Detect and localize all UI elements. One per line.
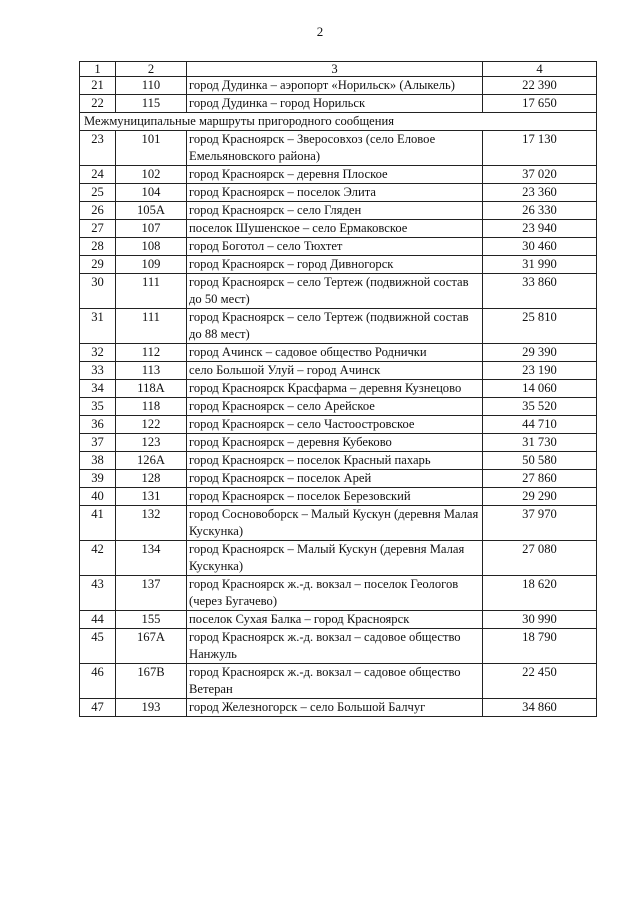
table-row	[80, 611, 597, 629]
route-name: город Красноярск – деревня Плоское	[187, 166, 483, 184]
route-name: поселок Сухая Балка – город Красноярск	[187, 611, 483, 629]
section-title: Межмуниципальные маршруты пригородного сообщения	[80, 113, 597, 131]
route-amount: 31 990	[483, 256, 597, 274]
route-name: город Красноярск – Зверосовхоз (село Еловое Емельяновского района)	[187, 131, 483, 166]
row-number: 38	[80, 452, 116, 470]
route-amount: 29 390	[483, 344, 597, 362]
route-amount: 14 060	[483, 380, 597, 398]
route-amount: 29 290	[483, 488, 597, 506]
route-amount: 23 940	[483, 220, 597, 238]
route-code: 111	[116, 274, 187, 309]
table-row	[80, 629, 597, 664]
route-amount: 25 810	[483, 309, 597, 344]
route-name: город Железногорск – село Большой Балчуг	[187, 699, 483, 717]
route-amount: 50 580	[483, 452, 597, 470]
row-number: 22	[80, 95, 116, 113]
route-code: 108	[116, 238, 187, 256]
row-number: 26	[80, 202, 116, 220]
row-number: 44	[80, 611, 116, 629]
route-amount: 18 790	[483, 629, 597, 664]
table-row	[80, 256, 597, 274]
route-code: 112	[116, 344, 187, 362]
route-code: 123	[116, 434, 187, 452]
route-code: 109	[116, 256, 187, 274]
header-col-3: 3	[187, 62, 483, 77]
route-code: 193	[116, 699, 187, 717]
table-row	[80, 184, 597, 202]
row-number: 33	[80, 362, 116, 380]
table-row	[80, 699, 597, 717]
route-amount: 26 330	[483, 202, 597, 220]
route-name: село Большой Улуй – город Ачинск	[187, 362, 483, 380]
route-name: город Красноярск – село Частоостровское	[187, 416, 483, 434]
table-row	[80, 416, 597, 434]
table-row	[80, 166, 597, 184]
route-code: 118	[116, 398, 187, 416]
route-amount: 34 860	[483, 699, 597, 717]
table-body-intra	[80, 77, 597, 113]
table-row	[80, 131, 597, 166]
route-code: 122	[116, 416, 187, 434]
routes-table	[79, 61, 597, 717]
row-number: 46	[80, 664, 116, 699]
route-amount: 22 390	[483, 77, 597, 95]
table-row	[80, 398, 597, 416]
route-name: город Сосновоборск – Малый Кускун (деревня Малая Кускунка)	[187, 506, 483, 541]
table-row	[80, 309, 597, 344]
route-code: 167В	[116, 664, 187, 699]
route-name: город Красноярск ж.-д. вокзал – садовое общество Нанжуль	[187, 629, 483, 664]
table-header-row	[80, 62, 597, 77]
route-amount: 17 130	[483, 131, 597, 166]
row-number: 23	[80, 131, 116, 166]
route-code: 126А	[116, 452, 187, 470]
route-code: 113	[116, 362, 187, 380]
table-body-suburban	[80, 131, 597, 717]
row-number: 25	[80, 184, 116, 202]
route-name: город Боготол – село Тюхтет	[187, 238, 483, 256]
table-row	[80, 488, 597, 506]
row-number: 21	[80, 77, 116, 95]
page-number: 2	[316, 24, 324, 39]
route-name: город Красноярск Красфарма – деревня Кузнецово	[187, 380, 483, 398]
route-amount: 27 080	[483, 541, 597, 576]
route-code: 115	[116, 95, 187, 113]
table-row	[80, 220, 597, 238]
row-number: 42	[80, 541, 116, 576]
route-amount: 17 650	[483, 95, 597, 113]
row-number: 32	[80, 344, 116, 362]
route-code: 155	[116, 611, 187, 629]
table-row	[80, 202, 597, 220]
row-number: 30	[80, 274, 116, 309]
route-code: 107	[116, 220, 187, 238]
route-name: поселок Шушенское – село Ермаковское	[187, 220, 483, 238]
header-col-1: 1	[80, 62, 116, 77]
row-number: 47	[80, 699, 116, 717]
table-row	[80, 541, 597, 576]
route-name: город Красноярск – поселок Арей	[187, 470, 483, 488]
route-code: 111	[116, 309, 187, 344]
route-amount: 30 990	[483, 611, 597, 629]
route-amount: 33 860	[483, 274, 597, 309]
row-number: 35	[80, 398, 116, 416]
row-number: 34	[80, 380, 116, 398]
header-col-4: 4	[483, 62, 597, 77]
route-code: 134	[116, 541, 187, 576]
table-row	[80, 362, 597, 380]
route-amount: 31 730	[483, 434, 597, 452]
route-code: 105А	[116, 202, 187, 220]
route-amount: 23 190	[483, 362, 597, 380]
header-col-2: 2	[116, 62, 187, 77]
route-amount: 30 460	[483, 238, 597, 256]
route-name: город Красноярск – село Гляден	[187, 202, 483, 220]
route-code: 104	[116, 184, 187, 202]
table-row	[80, 470, 597, 488]
route-amount: 27 860	[483, 470, 597, 488]
route-amount: 18 620	[483, 576, 597, 611]
section-row	[80, 113, 597, 131]
route-amount: 23 360	[483, 184, 597, 202]
route-name: город Красноярск – село Тертеж (подвижной состав до 88 мест)	[187, 309, 483, 344]
table-row	[80, 95, 597, 113]
table-row	[80, 344, 597, 362]
route-code: 131	[116, 488, 187, 506]
table-row	[80, 238, 597, 256]
table-row	[80, 506, 597, 541]
route-code: 128	[116, 470, 187, 488]
route-name: город Красноярск – поселок Березовский	[187, 488, 483, 506]
route-name: город Красноярск – деревня Кубеково	[187, 434, 483, 452]
row-number: 40	[80, 488, 116, 506]
row-number: 39	[80, 470, 116, 488]
row-number: 31	[80, 309, 116, 344]
table-row	[80, 434, 597, 452]
route-code: 132	[116, 506, 187, 541]
table-row	[80, 380, 597, 398]
route-code: 110	[116, 77, 187, 95]
row-number: 24	[80, 166, 116, 184]
route-amount: 35 520	[483, 398, 597, 416]
row-number: 41	[80, 506, 116, 541]
route-name: город Красноярск – поселок Красный пахарь	[187, 452, 483, 470]
route-amount: 44 710	[483, 416, 597, 434]
route-amount: 37 020	[483, 166, 597, 184]
route-code: 118А	[116, 380, 187, 398]
route-name: город Дудинка – аэропорт «Норильск» (Алыкель)	[187, 77, 483, 95]
route-code: 101	[116, 131, 187, 166]
route-name: город Ачинск – садовое общество Роднички	[187, 344, 483, 362]
route-name: город Красноярск – село Арейское	[187, 398, 483, 416]
route-name: город Дудинка – город Норильск	[187, 95, 483, 113]
route-name: город Красноярск – Малый Кускун (деревня Малая Кускунка)	[187, 541, 483, 576]
row-number: 27	[80, 220, 116, 238]
row-number: 37	[80, 434, 116, 452]
route-amount: 22 450	[483, 664, 597, 699]
route-code: 167А	[116, 629, 187, 664]
table-row	[80, 664, 597, 699]
table-section	[80, 113, 597, 131]
route-name: город Красноярск – город Дивногорск	[187, 256, 483, 274]
route-amount: 37 970	[483, 506, 597, 541]
route-code: 137	[116, 576, 187, 611]
row-number: 29	[80, 256, 116, 274]
table-row	[80, 576, 597, 611]
row-number: 43	[80, 576, 116, 611]
route-code: 102	[116, 166, 187, 184]
route-name: город Красноярск – поселок Элита	[187, 184, 483, 202]
table-row	[80, 77, 597, 95]
row-number: 36	[80, 416, 116, 434]
row-number: 45	[80, 629, 116, 664]
table-row	[80, 452, 597, 470]
route-name: город Красноярск ж.-д. вокзал – садовое общество Ветеран	[187, 664, 483, 699]
route-name: город Красноярск – село Тертеж (подвижной состав до 50 мест)	[187, 274, 483, 309]
table-row	[80, 274, 597, 309]
row-number: 28	[80, 238, 116, 256]
route-name: город Красноярск ж.-д. вокзал – поселок Геологов (через Бугачево)	[187, 576, 483, 611]
